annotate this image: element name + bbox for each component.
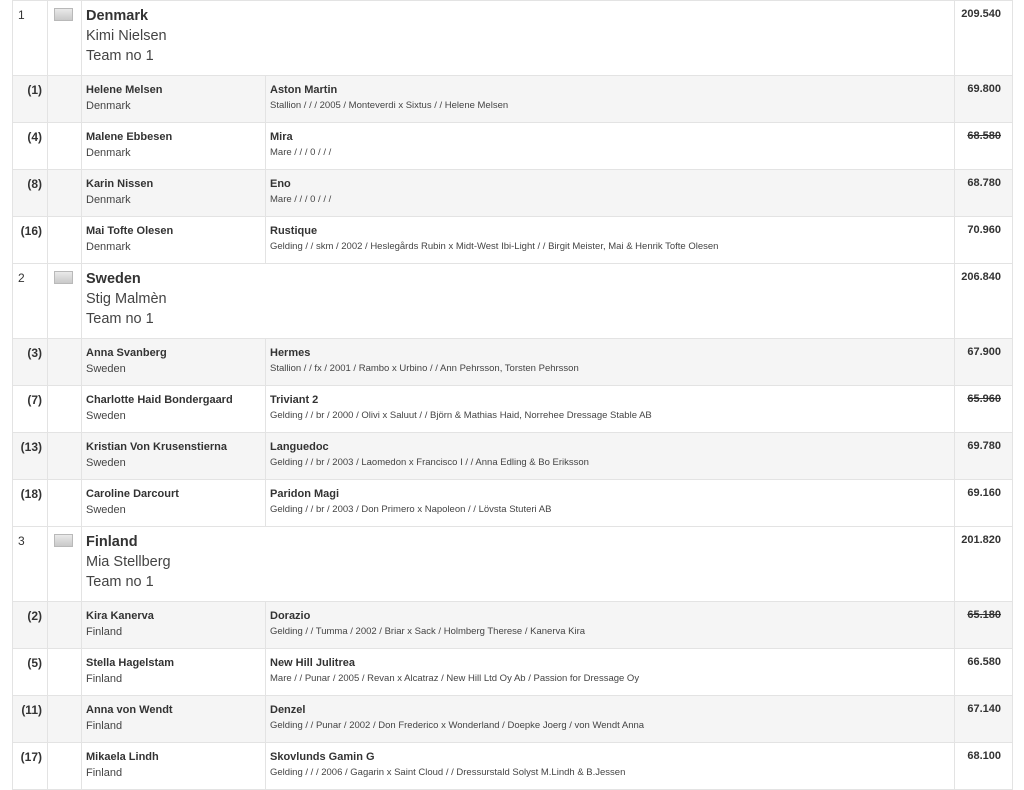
rider-name[interactable]: Anna Svanberg	[86, 347, 167, 359]
team-rank-value: 3	[18, 534, 25, 548]
member-score-value: 70.960	[967, 224, 1001, 236]
member-score	[955, 386, 1013, 433]
member-score	[955, 649, 1013, 696]
horse-cell	[266, 76, 955, 123]
team-rank-value: 1	[18, 8, 25, 22]
rider-name[interactable]: Charlotte Haid Bondergaard	[86, 394, 233, 406]
rider-country: Denmark	[86, 194, 131, 206]
horse-details: Mare / / Punar / 2005 / Revan x Alcatraz / New Hill Ltd Oy Ab / Passion for Dressage Oy	[270, 673, 640, 684]
team-flag-cell	[48, 1, 82, 76]
horse-cell	[266, 339, 955, 386]
rider-cell	[82, 696, 266, 743]
team-score-value: 206.840	[961, 271, 1001, 283]
member-score	[955, 123, 1013, 170]
horse-cell	[266, 123, 955, 170]
rider-country: Finland	[86, 720, 123, 732]
horse-cell	[266, 480, 955, 527]
horse-name[interactable]: Eno	[270, 178, 291, 190]
team-info	[82, 1, 955, 76]
rider-country: Denmark	[86, 100, 131, 112]
member-rank-value: (2)	[27, 609, 42, 623]
rider-country: Finland	[86, 767, 123, 779]
member-score	[955, 170, 1013, 217]
member-row[interactable]	[13, 76, 1013, 123]
member-rank	[13, 76, 48, 123]
team-label: Team no 1	[86, 48, 154, 64]
horse-details: Gelding / / skm / 2002 / Heslegårds Rubin x Midt-West Ibi-Light / / Birgit Meister, Mai & Henrik Tofte Olesen	[270, 241, 719, 252]
member-row[interactable]	[13, 649, 1013, 696]
horse-details: Gelding / / / 2006 / Gagarin x Saint Cloud / / Dressurstald Solyst M.Lindh & B.Jessen	[270, 767, 626, 778]
horse-cell	[266, 743, 955, 790]
rider-name[interactable]: Mai Tofte Olesen	[86, 225, 174, 237]
rider-cell	[82, 386, 266, 433]
rider-country: Finland	[86, 626, 123, 638]
team-info	[82, 264, 955, 339]
horse-name[interactable]: Rustique	[270, 225, 318, 237]
member-empty-cell	[48, 339, 82, 386]
member-score	[955, 480, 1013, 527]
team-flag-cell	[48, 527, 82, 602]
team-flag-cell	[48, 264, 82, 339]
member-row[interactable]	[13, 339, 1013, 386]
member-empty-cell	[48, 217, 82, 264]
horse-name[interactable]: Mira	[270, 131, 293, 143]
team-country[interactable]: Finland	[86, 534, 138, 550]
member-score-value: 68.580	[967, 130, 1001, 142]
rider-country: Sweden	[86, 457, 126, 469]
member-row[interactable]	[13, 480, 1013, 527]
rider-cell	[82, 170, 266, 217]
member-score	[955, 696, 1013, 743]
member-row[interactable]	[13, 696, 1013, 743]
team-results-body	[13, 1, 1013, 790]
member-row[interactable]	[13, 123, 1013, 170]
team-chef: Stig Malmèn	[86, 291, 167, 307]
member-rank	[13, 339, 48, 386]
member-rank	[13, 480, 48, 527]
member-empty-cell	[48, 386, 82, 433]
member-rank	[13, 649, 48, 696]
member-score-value: 69.160	[967, 487, 1001, 499]
team-country[interactable]: Sweden	[86, 271, 141, 287]
member-rank	[13, 123, 48, 170]
rider-country: Denmark	[86, 241, 131, 253]
team-country[interactable]: Denmark	[86, 8, 149, 24]
rider-name[interactable]: Kristian Von Krusenstierna	[86, 441, 227, 453]
member-empty-cell	[48, 123, 82, 170]
rider-cell	[82, 480, 266, 527]
member-rank-value: (3)	[27, 346, 42, 360]
rider-cell	[82, 76, 266, 123]
member-row[interactable]	[13, 217, 1013, 264]
member-empty-cell	[48, 649, 82, 696]
horse-details: Mare / / / 0 / / /	[270, 147, 332, 158]
team-score	[955, 527, 1013, 602]
team-chef: Kimi Nielsen	[86, 28, 167, 44]
member-empty-cell	[48, 743, 82, 790]
member-score	[955, 217, 1013, 264]
horse-cell	[266, 433, 955, 480]
team-results-table	[12, 0, 1013, 790]
member-score	[955, 602, 1013, 649]
member-rank	[13, 433, 48, 480]
flag-icon	[54, 8, 73, 21]
horse-details: Mare / / / 0 / / /	[270, 194, 332, 205]
rider-country: Denmark	[86, 147, 131, 159]
member-rank-value: (4)	[27, 130, 42, 144]
team-row[interactable]	[13, 264, 1013, 339]
rider-cell	[82, 433, 266, 480]
member-rank-value: (11)	[21, 703, 42, 717]
rider-country: Sweden	[86, 504, 126, 516]
member-rank	[13, 602, 48, 649]
team-info	[82, 527, 955, 602]
horse-name[interactable]: Aston Martin	[270, 84, 338, 96]
member-rank-value: (16)	[20, 224, 42, 238]
team-chef: Mia Stellberg	[86, 554, 171, 570]
rider-country: Sweden	[86, 410, 126, 422]
member-rank	[13, 743, 48, 790]
member-score-value: 67.140	[967, 703, 1001, 715]
member-score-value: 68.100	[967, 750, 1001, 762]
horse-details: Gelding / / br / 2003 / Laomedon x Francisco I / / Anna Edling & Bo Eriksson	[270, 457, 589, 468]
rider-cell	[82, 123, 266, 170]
member-score-value: 68.780	[967, 177, 1001, 189]
horse-cell	[266, 649, 955, 696]
rider-name[interactable]: Kira Kanerva	[86, 610, 154, 622]
member-empty-cell	[48, 602, 82, 649]
member-rank-value: (5)	[27, 656, 42, 670]
member-rank-value: (13)	[20, 440, 42, 454]
member-score-value: 69.800	[967, 83, 1001, 95]
horse-cell	[266, 386, 955, 433]
team-rank	[13, 264, 48, 339]
member-rank-value: (1)	[27, 83, 42, 97]
member-score	[955, 76, 1013, 123]
member-score	[955, 339, 1013, 386]
team-row[interactable]	[13, 1, 1013, 76]
rider-name[interactable]: Mikaela Lindh	[86, 751, 159, 763]
member-score	[955, 743, 1013, 790]
rider-country: Finland	[86, 673, 123, 685]
rider-cell	[82, 649, 266, 696]
team-label: Team no 1	[86, 311, 154, 327]
member-rank-value: (17)	[20, 750, 42, 764]
member-rank	[13, 170, 48, 217]
horse-cell	[266, 602, 955, 649]
horse-name[interactable]: Denzel	[270, 704, 306, 716]
member-score-value: 69.780	[967, 440, 1001, 452]
member-empty-cell	[48, 433, 82, 480]
horse-name[interactable]: Skovlunds Gamin G	[270, 751, 375, 763]
member-empty-cell	[48, 480, 82, 527]
member-empty-cell	[48, 696, 82, 743]
rider-name[interactable]: Helene Melsen	[86, 84, 163, 96]
member-rank	[13, 696, 48, 743]
flag-icon	[54, 271, 73, 284]
horse-details: Stallion / / fx / 2001 / Rambo x Urbino / / Ann Pehrsson, Torsten Pehrsson	[270, 363, 579, 374]
horse-name[interactable]: Hermes	[270, 347, 311, 359]
rider-country: Sweden	[86, 363, 126, 375]
horse-details: Stallion / / / 2005 / Monteverdi x Sixtus / / Helene Melsen	[270, 100, 509, 111]
member-rank-value: (7)	[27, 393, 42, 407]
team-rank	[13, 1, 48, 76]
flag-icon	[54, 534, 73, 547]
member-empty-cell	[48, 76, 82, 123]
team-score-value: 201.820	[961, 534, 1001, 546]
team-label: Team no 1	[86, 574, 154, 590]
horse-cell	[266, 170, 955, 217]
horse-name[interactable]: New Hill Julitrea	[270, 657, 355, 669]
member-row[interactable]	[13, 602, 1013, 649]
member-row[interactable]	[13, 170, 1013, 217]
rider-cell	[82, 339, 266, 386]
team-score	[955, 1, 1013, 76]
horse-cell	[266, 217, 955, 264]
member-rank	[13, 217, 48, 264]
rider-cell	[82, 743, 266, 790]
member-row[interactable]	[13, 386, 1013, 433]
rider-name[interactable]: Caroline Darcourt	[86, 488, 179, 500]
horse-details: Gelding / / Tumma / 2002 / Briar x Sack / Holmberg Therese / Kanerva Kira	[270, 626, 586, 637]
member-score-value: 65.960	[967, 393, 1001, 405]
team-rank-value: 2	[18, 271, 25, 285]
member-score-value: 65.180	[967, 609, 1001, 621]
member-score	[955, 433, 1013, 480]
member-rank	[13, 386, 48, 433]
horse-name[interactable]: Dorazio	[270, 610, 311, 622]
member-rank-value: (8)	[27, 177, 42, 191]
horse-name[interactable]: Languedoc	[270, 441, 329, 453]
horse-details: Gelding / / Punar / 2002 / Don Frederico x Wonderland / Doepke Joerg / von Wendt Anna	[270, 720, 645, 731]
member-score-value: 66.580	[967, 656, 1001, 668]
rider-cell	[82, 602, 266, 649]
horse-name[interactable]: Triviant 2	[270, 394, 319, 406]
rider-name[interactable]: Anna von Wendt	[86, 704, 173, 716]
rider-cell	[82, 217, 266, 264]
member-score-value: 67.900	[967, 346, 1001, 358]
rider-name[interactable]: Karin Nissen	[86, 178, 154, 190]
member-rank-value: (18)	[20, 487, 42, 501]
member-empty-cell	[48, 170, 82, 217]
team-score-value: 209.540	[961, 8, 1001, 20]
team-rank	[13, 527, 48, 602]
team-score	[955, 264, 1013, 339]
rider-name[interactable]: Stella Hagelstam	[86, 657, 175, 669]
member-row[interactable]	[13, 433, 1013, 480]
horse-details: Gelding / / br / 2000 / Olivi x Saluut / / Björn & Mathias Haid, Norrehee Dressage Stable AB	[270, 410, 652, 421]
team-row[interactable]	[13, 527, 1013, 602]
horse-details: Gelding / / br / 2003 / Don Primero x Napoleon / / Lövsta Stuteri AB	[270, 504, 552, 515]
rider-name[interactable]: Malene Ebbesen	[86, 131, 173, 143]
member-row[interactable]	[13, 743, 1013, 790]
horse-cell	[266, 696, 955, 743]
horse-name[interactable]: Paridon Magi	[270, 488, 340, 500]
